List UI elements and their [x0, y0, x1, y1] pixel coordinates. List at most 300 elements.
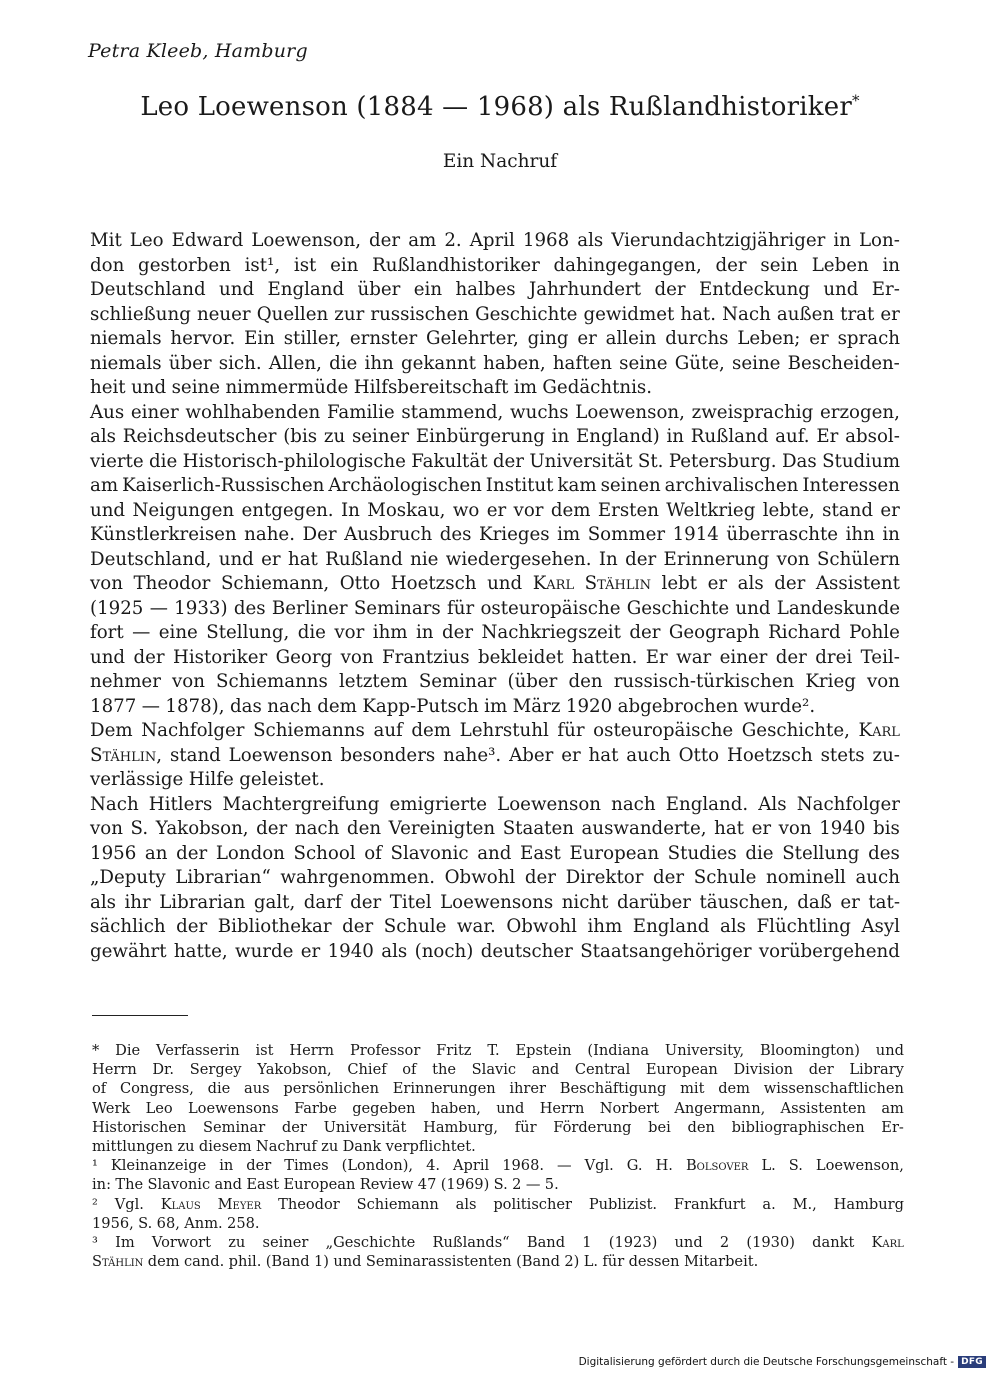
- word: bibliographischen: [731, 1118, 865, 1136]
- word: S.: [493, 1176, 508, 1194]
- word: Staaten: [502, 818, 574, 839]
- word: East: [520, 842, 561, 864]
- footnote-line: [92, 1060, 904, 1079]
- word: Karl: [532, 573, 575, 594]
- word: Leben: [811, 254, 869, 276]
- word: April: [469, 230, 515, 251]
- word: in: [666, 426, 685, 447]
- word: ihrer: [509, 1080, 547, 1098]
- word: Herrn: [289, 1042, 335, 1059]
- word: von: [172, 671, 205, 692]
- word: ihm: [372, 622, 408, 643]
- word: and: [531, 1061, 560, 1079]
- word: Lon-: [858, 230, 900, 251]
- word: Stellung: [782, 842, 860, 864]
- word: stiller,: [283, 328, 342, 349]
- word: gekannt: [400, 352, 476, 374]
- word: Herrn: [539, 1099, 585, 1117]
- word: 1914: [672, 524, 719, 545]
- word: darf: [303, 891, 342, 913]
- word: Kaiserlich-Russischen: [122, 475, 325, 496]
- word: von: [866, 671, 900, 692]
- word: Krieg: [805, 671, 856, 692]
- word: Bloomington): [759, 1042, 860, 1059]
- word: dankt: [812, 1233, 855, 1251]
- word: St.: [637, 450, 664, 472]
- word: Dank: [342, 1137, 382, 1155]
- word: die: [207, 1080, 231, 1098]
- word: In: [340, 499, 360, 521]
- word: auf: [373, 720, 403, 741]
- word: and: [214, 1176, 242, 1194]
- word: G.: [626, 1157, 643, 1175]
- word: als: [381, 940, 408, 962]
- word: Hilfe: [188, 769, 234, 790]
- word: ihr: [124, 891, 151, 913]
- word: Rußland: [325, 548, 403, 570]
- word: S.: [138, 1214, 153, 1232]
- word: in: [219, 1157, 234, 1175]
- word: nahe.: [244, 524, 295, 545]
- word: the: [432, 1061, 457, 1079]
- word: sich.: [218, 352, 262, 374]
- word: die: [329, 352, 358, 374]
- word: dem: [147, 1253, 180, 1271]
- body-line: [90, 278, 900, 303]
- word: halbes: [455, 279, 516, 300]
- word: Nachkriegszeit: [481, 622, 621, 643]
- word: 2: [719, 1233, 730, 1251]
- word: Deutschland,: [90, 548, 212, 570]
- word: auswanderte,: [581, 818, 707, 839]
- footnotes: [92, 1041, 904, 1271]
- word: von: [776, 548, 810, 570]
- footnote-line: [92, 1233, 904, 1252]
- word: Erinnerung: [663, 548, 770, 570]
- word: Chief: [347, 1061, 387, 1079]
- word: drei: [815, 646, 853, 668]
- word: dahingegangen,: [553, 254, 702, 276]
- body-line: [90, 719, 900, 744]
- footnote-line: [92, 1214, 904, 1233]
- word: Loewenson,: [575, 401, 685, 423]
- body-line: [90, 842, 900, 867]
- word: Yakobson,: [257, 1061, 332, 1079]
- word: überraschte: [726, 524, 839, 545]
- word: Slavic: [471, 1061, 517, 1079]
- word: letztem: [338, 671, 408, 692]
- word: neuer: [196, 303, 251, 325]
- word: Vereinigten: [388, 818, 496, 839]
- word: er: [751, 818, 772, 839]
- word: 258.: [227, 1214, 260, 1232]
- word: *: [92, 1042, 100, 1059]
- word: März: [512, 695, 561, 717]
- word: im: [557, 524, 581, 545]
- word: Pohle: [849, 622, 900, 643]
- word: stand: [169, 744, 221, 766]
- word: seine: [732, 352, 781, 374]
- word: Anm.: [184, 1214, 223, 1232]
- word: zweisprachig: [691, 401, 814, 423]
- footnote-separator: [92, 1015, 188, 1016]
- word: M.,: [792, 1195, 817, 1213]
- word: 1: [582, 1233, 592, 1251]
- word: und: [218, 548, 254, 570]
- word: Schule: [383, 916, 447, 937]
- word: hatten.: [571, 646, 638, 668]
- word: Epstein: [515, 1042, 572, 1059]
- word: Seminar: [418, 671, 497, 692]
- word: Mitarbeit.: [683, 1253, 759, 1271]
- word: Universität: [529, 450, 633, 472]
- body-line: [90, 352, 900, 377]
- word: seinen: [600, 475, 661, 496]
- word: einer: [130, 401, 179, 423]
- word: und: [496, 1099, 525, 1117]
- word: haben,: [430, 1099, 481, 1117]
- word: die: [745, 842, 774, 864]
- word: bis: [873, 818, 900, 839]
- word: Gelehrter,: [426, 328, 519, 349]
- word: L.: [583, 1253, 599, 1271]
- word: Er: [816, 426, 839, 447]
- article-title: [0, 92, 1000, 122]
- word: 1940: [327, 940, 374, 962]
- word: 1920: [565, 695, 613, 717]
- word: Historischen: [92, 1118, 187, 1136]
- word: 5.: [544, 1176, 559, 1194]
- word: European: [283, 1176, 356, 1194]
- word: Loewenson: [228, 744, 333, 766]
- word: Rußlands“: [432, 1233, 510, 1251]
- word: den: [568, 671, 603, 692]
- word: Angermann,: [674, 1099, 766, 1117]
- body-line: [90, 450, 900, 475]
- word: Hitlers: [148, 793, 213, 815]
- word: dem: [317, 695, 357, 717]
- word: wurde: [235, 940, 294, 962]
- word: kam: [557, 475, 597, 496]
- body-line: [90, 695, 900, 720]
- word: sprach: [837, 328, 900, 349]
- word: den: [346, 818, 382, 839]
- word: im: [513, 377, 537, 398]
- word: er: [707, 573, 728, 594]
- word: Congress,: [119, 1080, 194, 1098]
- word: allein: [605, 328, 657, 349]
- word: —: [141, 695, 160, 717]
- word: Neigungen: [132, 499, 235, 521]
- word: Hamburg: [833, 1195, 904, 1213]
- word: Fakultät: [411, 450, 488, 472]
- word: gegeben: [352, 1099, 416, 1117]
- word: osteuropäische: [593, 720, 734, 741]
- word: Herrn: [92, 1061, 137, 1079]
- word: mittlungen: [92, 1137, 174, 1155]
- word: absol-: [845, 426, 900, 447]
- body-line: [90, 523, 900, 548]
- word: Weltkrieg: [666, 499, 756, 521]
- word: England: [267, 279, 345, 300]
- word: zu-: [872, 744, 900, 766]
- word: ihm: [587, 916, 623, 937]
- word: seiner: [351, 426, 410, 447]
- word: Hoetzsch: [727, 744, 813, 766]
- word: und: [823, 279, 859, 300]
- word: den: [687, 1118, 715, 1136]
- body-line: [90, 915, 900, 940]
- word: war: [676, 646, 712, 668]
- word: Norbert: [599, 1099, 660, 1117]
- word: des: [233, 597, 266, 619]
- body-line: [90, 817, 900, 842]
- footnote-line: [92, 1137, 904, 1156]
- word: lebte,: [762, 499, 815, 521]
- word: und: [131, 377, 167, 398]
- word: der: [176, 842, 208, 864]
- word: Landeskunde: [776, 597, 900, 619]
- word: dem: [550, 499, 591, 521]
- word: von: [90, 573, 123, 594]
- word: das: [230, 695, 262, 717]
- word: —: [149, 597, 168, 619]
- word: über: [168, 352, 212, 374]
- word: Seminar: [202, 1118, 266, 1136]
- word: Hilfsbereitschaft: [353, 377, 509, 398]
- word: für: [447, 597, 475, 619]
- word: Publizist.: [588, 1195, 658, 1213]
- word: Moskau,: [367, 499, 446, 521]
- word: Nachfolger: [141, 720, 245, 741]
- word: des: [868, 842, 900, 864]
- word: vierte: [90, 450, 144, 472]
- word: der: [256, 818, 288, 839]
- word: dessen: [628, 1253, 680, 1271]
- word: wohlhabenden: [185, 401, 321, 423]
- word: Ersten: [597, 499, 659, 521]
- word: auch: [855, 867, 900, 888]
- word: durchs: [665, 328, 729, 349]
- word: Stählin: [92, 1253, 144, 1271]
- word: Georg: [275, 646, 333, 668]
- word: England: [632, 916, 710, 937]
- word: der: [629, 622, 661, 643]
- word: verlässige: [90, 769, 184, 790]
- word: und: [487, 573, 523, 594]
- word: russischen: [370, 303, 469, 325]
- word: der: [492, 450, 524, 472]
- word: 1956: [90, 842, 137, 864]
- word: Professor: [349, 1042, 421, 1059]
- word: von: [340, 646, 374, 668]
- word: er: [809, 328, 829, 349]
- word: daß: [797, 891, 832, 913]
- word: er: [577, 328, 597, 349]
- body-line: [90, 572, 900, 597]
- word: Leo: [129, 230, 164, 251]
- word: Flüchtling: [756, 916, 851, 937]
- word: Nach: [90, 793, 139, 815]
- word: am: [90, 475, 119, 496]
- word: Aber: [509, 744, 554, 766]
- body-line: [90, 401, 900, 426]
- word: Beschäftigung: [559, 1080, 667, 1098]
- word: seiner: [262, 1233, 309, 1251]
- word: Berliner: [271, 597, 348, 619]
- word: In: [598, 548, 618, 570]
- word: in: [833, 230, 851, 251]
- word: sächlich: [90, 916, 166, 937]
- word: sein: [760, 254, 798, 276]
- word: hervor.: [170, 328, 236, 349]
- word: Dem: [90, 720, 133, 741]
- word: aus: [244, 1080, 270, 1098]
- body-line: [90, 670, 900, 695]
- word: 4.: [426, 1157, 441, 1175]
- word: zur: [334, 303, 365, 325]
- word: Mit: [90, 230, 122, 251]
- word: täuschen,: [699, 891, 789, 913]
- word: der: [654, 279, 686, 300]
- word: Direktor: [565, 867, 644, 888]
- body-line: [90, 425, 900, 450]
- word: erzogen,: [820, 401, 900, 423]
- word: Seminars: [353, 597, 441, 619]
- word: 1877: [90, 695, 137, 717]
- footnote-line: [92, 1195, 904, 1214]
- word: gestorben: [138, 254, 231, 276]
- word: heit: [90, 377, 126, 398]
- word: Güte,: [674, 352, 725, 374]
- word: Geschichte,: [741, 720, 850, 741]
- word: und: [219, 279, 255, 300]
- word: der: [342, 916, 374, 937]
- word: Sommer: [587, 524, 666, 545]
- word: die: [297, 622, 326, 643]
- word: wuchs: [510, 401, 569, 423]
- word: Staatsangehöriger: [580, 940, 752, 962]
- word: Librarian“: [175, 867, 271, 888]
- word: Historiker: [172, 646, 268, 668]
- body-line: [90, 597, 900, 622]
- word: zu: [228, 1233, 246, 1251]
- word: 1968.: [502, 1157, 544, 1175]
- word: Aus: [90, 401, 125, 423]
- word: nehmer: [90, 671, 161, 692]
- word: ist: [255, 1042, 274, 1059]
- body-line: [90, 303, 900, 328]
- word: der: [281, 1118, 307, 1136]
- word: Librarian: [159, 891, 246, 913]
- word: fort: [90, 622, 124, 643]
- word: in:: [92, 1176, 111, 1194]
- word: hat.: [680, 303, 717, 325]
- word: Studium: [822, 450, 900, 472]
- word: Petersburg.: [668, 450, 777, 472]
- word: Loewensons: [187, 1099, 279, 1117]
- word: 2: [512, 1176, 522, 1194]
- word: phil.: [228, 1253, 262, 1271]
- word: (bis: [283, 426, 318, 447]
- word: Obwohl: [506, 916, 577, 937]
- word: der: [133, 646, 165, 668]
- word: emigrierte: [389, 793, 488, 815]
- word: Dr.: [152, 1061, 175, 1079]
- word: Assistent: [815, 573, 900, 594]
- word: er: [880, 303, 900, 325]
- word: (Indiana: [587, 1042, 650, 1059]
- word: Yakobson,: [155, 818, 249, 839]
- word: Entdeckung: [698, 279, 810, 300]
- word: Vgl.: [584, 1157, 614, 1175]
- word: einer: [719, 646, 768, 668]
- body-line: [90, 768, 900, 793]
- word: als: [90, 891, 116, 913]
- word: geleistet.: [239, 769, 325, 790]
- word: Leo: [145, 1099, 173, 1117]
- footnote-line: [92, 1252, 904, 1271]
- article-title-text: Leo Loewenson (1884 — 1968) als Rußlandhistoriker: [140, 92, 852, 122]
- word: (Band: [516, 1253, 560, 1271]
- word: ist: [293, 254, 317, 276]
- word: hat: [714, 818, 744, 839]
- word: European: [569, 842, 660, 864]
- word: Einbürgerung: [415, 426, 545, 447]
- word: auf.: [775, 426, 810, 447]
- word: vorübergehend: [758, 940, 900, 962]
- word: für: [514, 1118, 537, 1136]
- word: diesem: [198, 1137, 252, 1155]
- word: Frankfurt: [673, 1195, 746, 1213]
- word: Slavonic: [390, 842, 469, 864]
- footnote-line: [92, 1079, 904, 1098]
- word: (Band: [265, 1253, 310, 1271]
- word: Stählin,: [90, 744, 163, 766]
- word: nahe³.: [443, 744, 502, 766]
- word: als: [577, 230, 604, 251]
- word: Jahrhundert: [528, 279, 642, 300]
- word: seine: [171, 377, 220, 398]
- word: Werk: [92, 1099, 131, 1117]
- word: für: [602, 1253, 625, 1271]
- word: dem: [411, 720, 452, 741]
- word: Studies: [667, 842, 737, 864]
- word: und: [674, 1233, 703, 1251]
- word: er: [300, 940, 321, 962]
- word: Verfasserin: [156, 1042, 240, 1059]
- word: russisch-türkischen: [613, 671, 795, 692]
- word: mit: [680, 1080, 705, 1098]
- word: in: [882, 254, 900, 276]
- word: Rußlandhistoriker: [372, 254, 540, 276]
- word: Library: [849, 1061, 904, 1079]
- body-line: [90, 621, 900, 646]
- word: Geograph: [668, 622, 760, 643]
- word: als: [90, 426, 116, 447]
- word: zu: [321, 1137, 339, 1155]
- word: Bibliothekar: [217, 916, 332, 937]
- word: (1925: [90, 597, 144, 619]
- word: entgegen.: [241, 499, 334, 521]
- word: und: [333, 1253, 362, 1271]
- word: Ausbruch: [344, 524, 433, 545]
- word: Quellen: [256, 303, 329, 325]
- footnote-line: [92, 1118, 904, 1137]
- word: niemals: [90, 352, 162, 374]
- word: nimmermüde: [225, 377, 349, 398]
- word: nach: [267, 695, 312, 717]
